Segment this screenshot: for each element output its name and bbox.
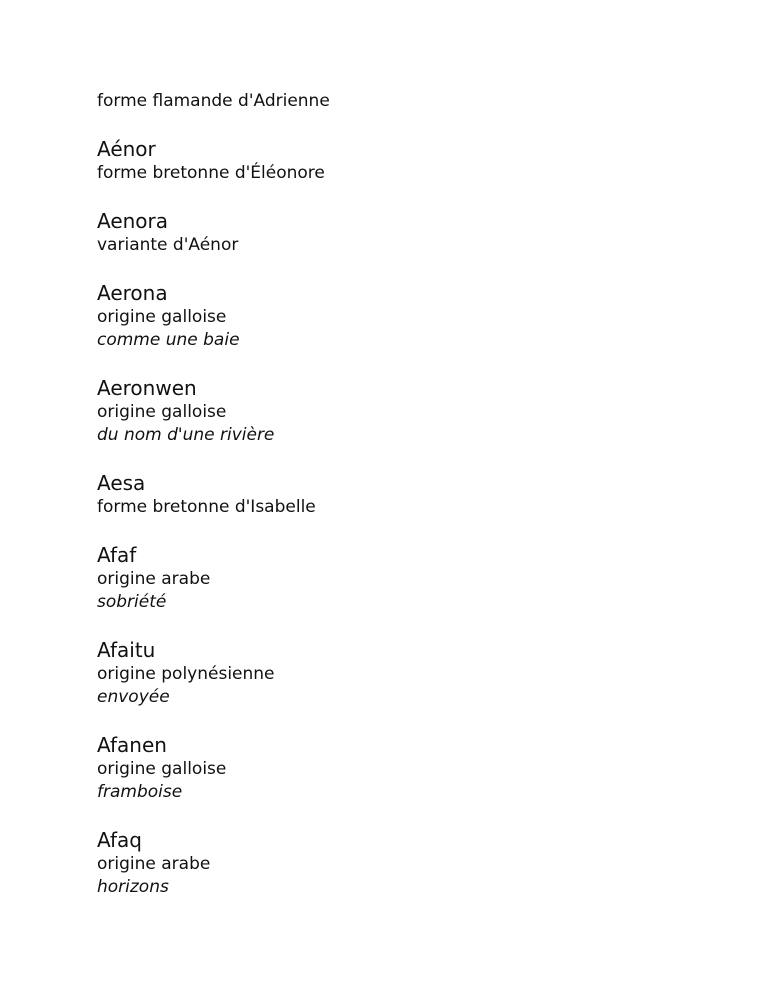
name-entry bbox=[97, 209, 717, 257]
name-entry bbox=[97, 638, 717, 709]
entry-origin: origine galloise bbox=[97, 402, 227, 422]
entry-origin: origine polynésienne bbox=[97, 664, 275, 684]
entry-meaning: du nom d'une rivière bbox=[97, 425, 275, 445]
name-entry bbox=[97, 733, 717, 804]
name-list bbox=[97, 90, 717, 923]
entry-name: Afanen bbox=[97, 733, 167, 757]
entry-origin: origine arabe bbox=[97, 569, 211, 589]
name-entry bbox=[97, 281, 717, 352]
entry-origin: variante d'Aénor bbox=[97, 235, 239, 255]
entry-name: Aénor bbox=[97, 137, 156, 161]
entry-meaning: framboise bbox=[97, 782, 183, 802]
entry-origin: origine arabe bbox=[97, 854, 211, 874]
entry-name: Aenora bbox=[97, 209, 169, 233]
entry-origin: origine galloise bbox=[97, 759, 227, 779]
name-entry bbox=[97, 828, 717, 899]
entry-origin: origine galloise bbox=[97, 307, 227, 327]
entry-meaning: sobriété bbox=[97, 592, 167, 612]
name-entry bbox=[97, 543, 717, 614]
entry-origin: forme bretonne d'Éléonore bbox=[97, 163, 325, 183]
entry-name: Aeronwen bbox=[97, 376, 197, 400]
entry-name: Afaq bbox=[97, 828, 142, 852]
entry-name: Afaitu bbox=[97, 638, 156, 662]
entry-origin: forme bretonne d'Isabelle bbox=[97, 497, 316, 517]
entry-name: Afaf bbox=[97, 543, 137, 567]
entry-name: Aerona bbox=[97, 281, 168, 305]
entry-name: Aesa bbox=[97, 471, 146, 495]
continued-description: forme flamande d'Adrienne bbox=[97, 91, 330, 111]
name-entry bbox=[97, 137, 717, 185]
name-entry bbox=[97, 376, 717, 447]
entry-meaning: horizons bbox=[97, 877, 169, 897]
entry-meaning: comme une baie bbox=[97, 330, 240, 350]
name-entry bbox=[97, 471, 717, 519]
entry-meaning: envoyée bbox=[97, 687, 170, 707]
